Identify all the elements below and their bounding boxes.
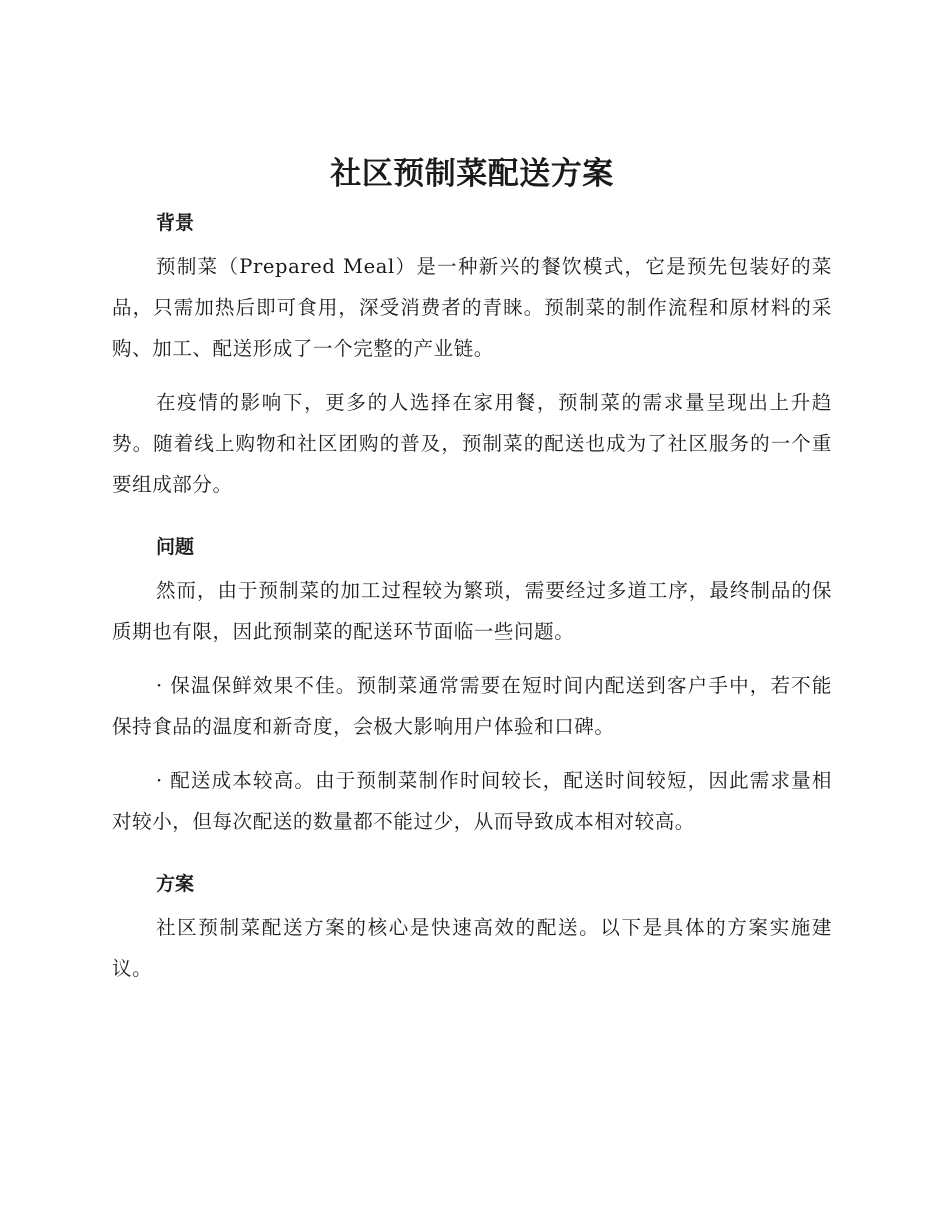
section-background [112,208,832,505]
section-solution [112,869,832,989]
bullet-paragraph: · 保温保鲜效果不佳。预制菜通常需要在短时间内配送到客户手中，若不能保持食品的温度和新奇度，会极大影响用户体验和口碑。 [112,674,832,738]
paragraph: 然而，由于预制菜的加工过程较为繁琐，需要经过多道工序，最终制品的保质期也有限，因此预制菜的配送环节面临一些问题。 [112,579,832,643]
section-heading-solution: 方案 [156,873,195,895]
section-problem [112,532,832,842]
section-heading-background: 背景 [156,212,195,234]
paragraph: 预制菜（Prepared Meal）是一种新兴的餐饮模式，它是预先包装好的菜品，只需加热后即可食用，深受消费者的青睐。预制菜的制作流程和原材料的采购、加工、配送形成了一个完整的产业链。 [112,255,832,360]
document-title: 社区预制菜配送方案 [330,156,614,192]
paragraph: 在疫情的影响下，更多的人选择在家用餐，预制菜的需求量呈现出上升趋势。随着线上购物和社区团购的普及，预制菜的配送也成为了社区服务的一个重要组成部分。 [112,391,832,496]
bullet-paragraph: · 配送成本较高。由于预制菜制作时间较长，配送时间较短，因此需求量相对较小，但每次配送的数量都不能过少，从而导致成本相对较高。 [112,769,832,833]
paragraph: 社区预制菜配送方案的核心是快速高效的配送。以下是具体的方案实施建议。 [112,916,832,980]
section-spacer [112,518,832,532]
section-heading-problem: 问题 [156,536,195,558]
section-spacer [112,855,832,869]
document-page [112,150,832,1002]
